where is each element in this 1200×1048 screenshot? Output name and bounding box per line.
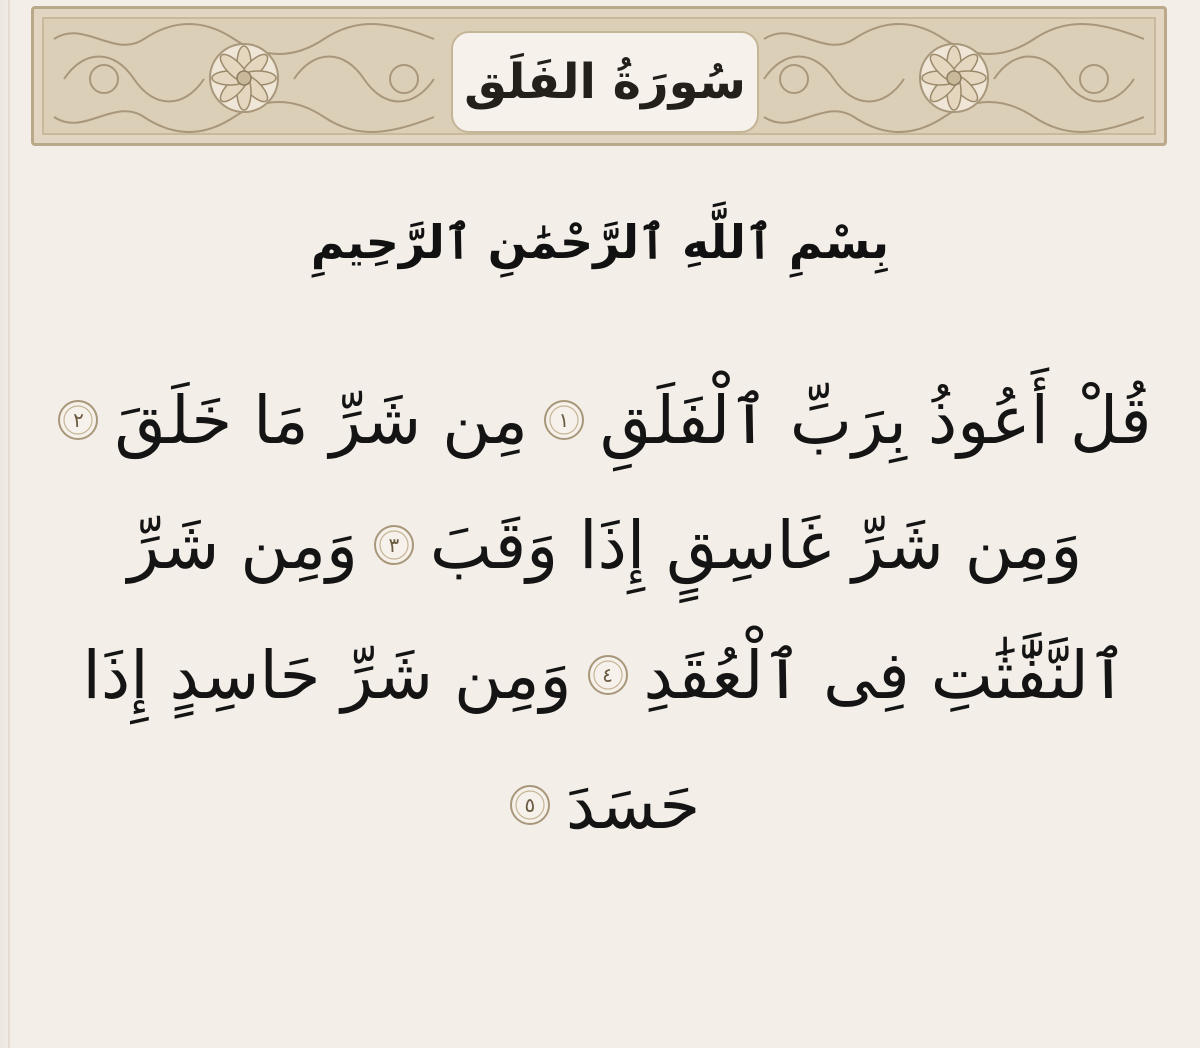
verse-line — [50, 480, 1160, 610]
verse-text: حَسَدَ — [565, 766, 701, 844]
verse-text: وَمِن شَرِّ — [127, 506, 358, 584]
verse-text: مِن شَرِّ مَا خَلَقَ — [114, 381, 528, 459]
verse-text: وَمِن شَرِّ غَاسِقٍ إِذَا وَقَبَ — [429, 506, 1083, 584]
ayah-end-marker — [372, 523, 416, 567]
ayah-number: ٤ — [602, 663, 613, 687]
rosette-icon — [920, 44, 988, 112]
surah-title: سُورَةُ الفَلَق — [464, 54, 746, 110]
verse-line — [50, 360, 1160, 480]
ayah-end-marker — [56, 398, 100, 442]
ornament-panel — [42, 17, 1156, 135]
surah-header-frame — [31, 6, 1167, 146]
verse-text: ٱلنَّفَّٰثَٰتِ فِى ٱلْعُقَدِ — [643, 636, 1128, 714]
ayah-number: ١ — [558, 408, 570, 432]
ayah-number: ٣ — [388, 533, 400, 557]
rosette-icon — [210, 44, 278, 112]
ayah-number: ٢ — [73, 408, 84, 432]
ayah-number: ٥ — [524, 793, 536, 817]
ayah-end-marker — [542, 398, 586, 442]
ayah-end-marker — [508, 783, 552, 827]
verse-line — [50, 740, 1160, 870]
verse-line — [50, 610, 1160, 740]
verse-text: وَمِن شَرِّ حَاسِدٍ إِذَا — [82, 636, 572, 714]
verse-text: قُلْ أَعُوذُ بِرَبِّ ٱلْفَلَقِ — [599, 381, 1152, 459]
verses-block — [50, 360, 1160, 870]
arabesque-ornament-left — [44, 19, 444, 135]
ayah-end-marker — [586, 653, 630, 697]
title-cartouche — [451, 31, 759, 133]
page-edge — [0, 0, 20, 1048]
basmala: بِسْمِ ٱللَّهِ ٱلرَّحْمَٰنِ ٱلرَّحِيمِ — [310, 215, 890, 269]
arabesque-ornament-right — [754, 19, 1154, 135]
